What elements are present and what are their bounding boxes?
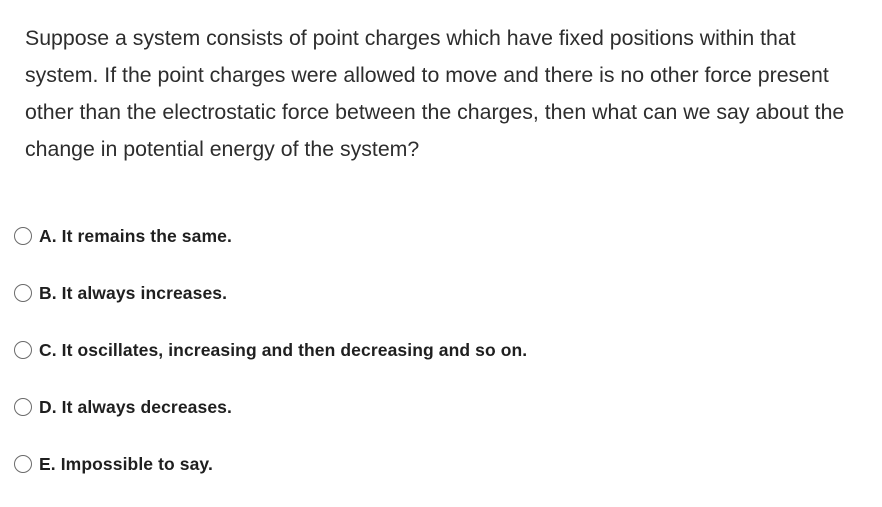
option-d[interactable] bbox=[14, 393, 874, 421]
option-c[interactable] bbox=[14, 336, 874, 364]
radio-button-c[interactable] bbox=[14, 341, 32, 359]
option-b[interactable] bbox=[14, 279, 874, 307]
option-b-label[interactable]: B. It always increases. bbox=[39, 282, 228, 303]
question-text: Suppose a system consists of point charges which have fixed positions within that system. If the point charges were allowed to move and there is no other force present other than the electrostatic force between the charges, then what can we say about the change in potential energy of the system? bbox=[25, 26, 845, 161]
radio-button-b[interactable] bbox=[14, 284, 32, 302]
option-d-label[interactable]: D. It always decreases. bbox=[39, 396, 232, 417]
option-a[interactable] bbox=[14, 222, 874, 250]
option-e[interactable] bbox=[14, 450, 874, 478]
option-e-label[interactable]: E. Impossible to say. bbox=[39, 453, 213, 474]
radio-button-d[interactable] bbox=[14, 398, 32, 416]
radio-button-a[interactable] bbox=[14, 227, 32, 245]
answer-options bbox=[14, 222, 874, 507]
option-c-label[interactable]: C. It oscillates, increasing and then decreasing and so on. bbox=[39, 339, 528, 360]
radio-button-e[interactable] bbox=[14, 455, 32, 473]
option-a-label[interactable]: A. It remains the same. bbox=[39, 225, 232, 246]
